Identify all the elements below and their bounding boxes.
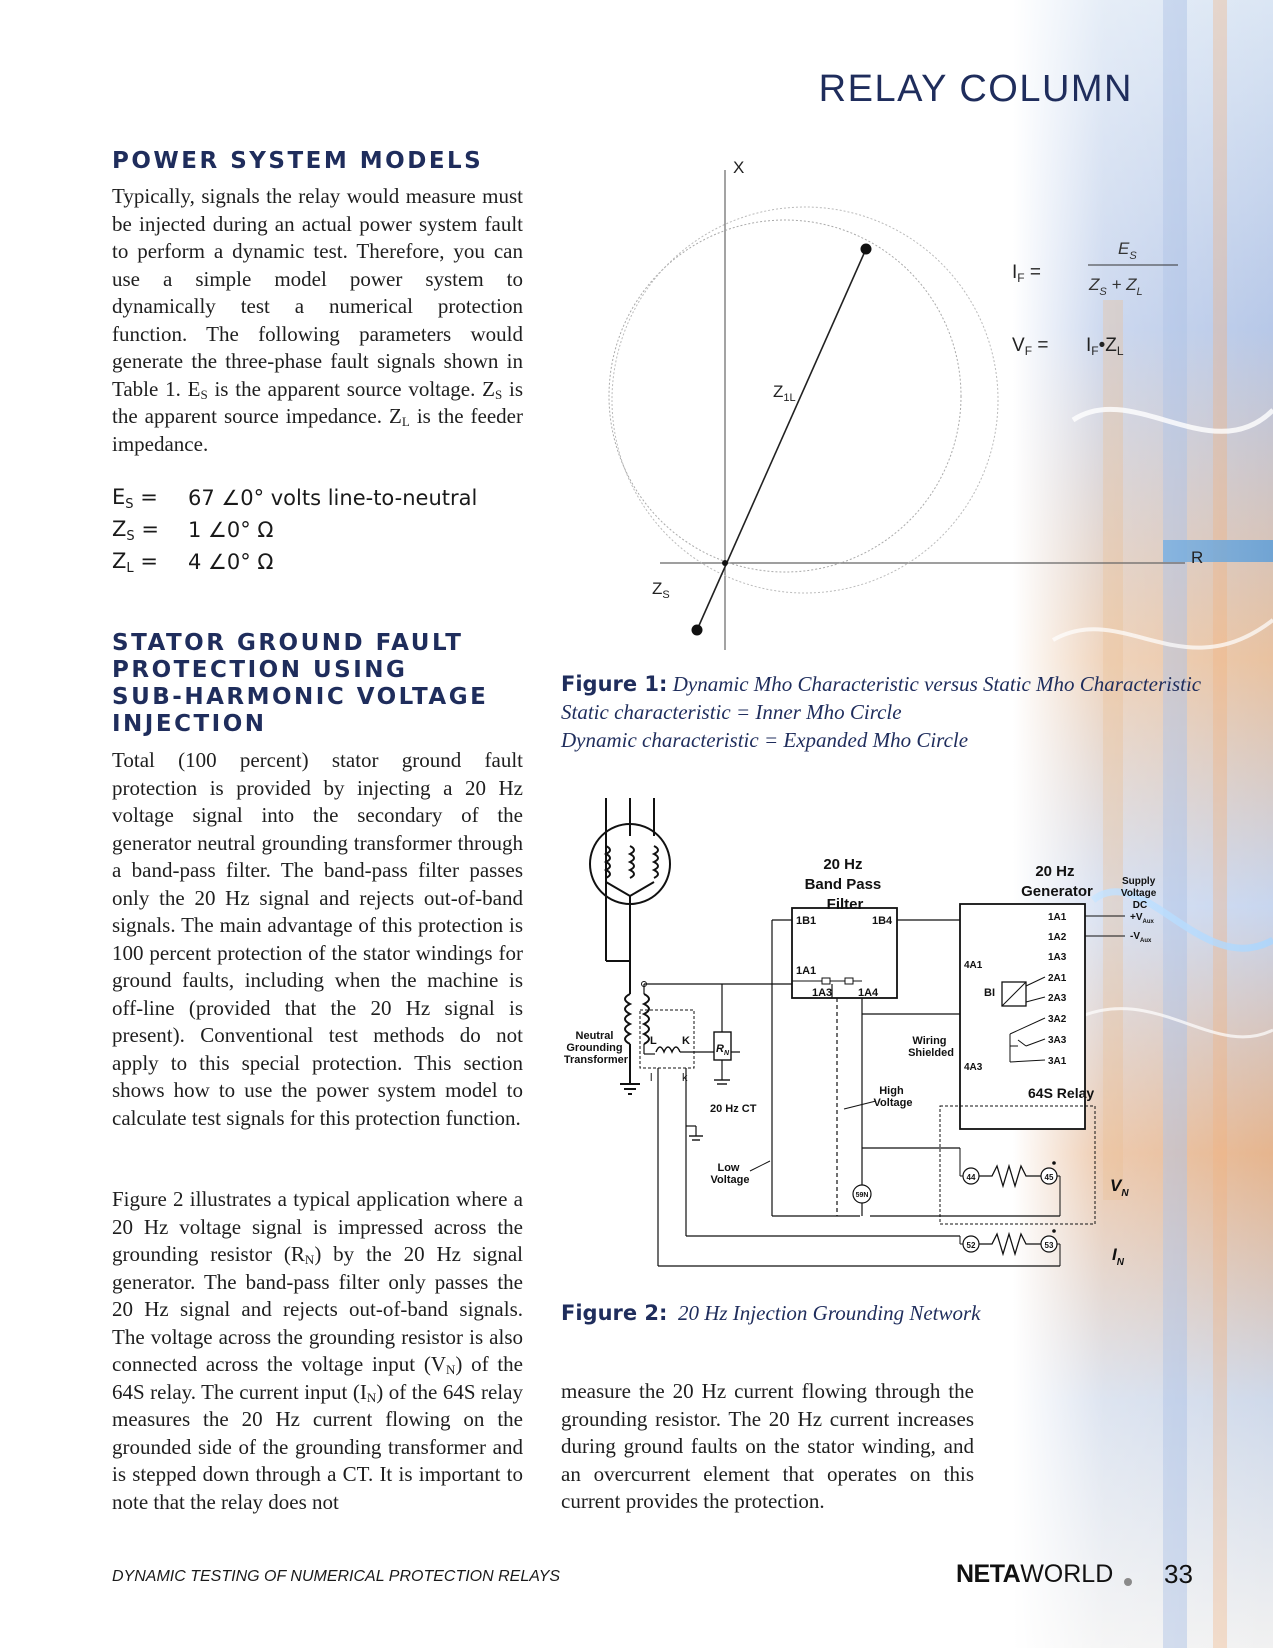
- low-voltage-label: Low Voltage: [710, 1162, 750, 1186]
- vf-label: $V_F$ =: [1012, 335, 1049, 358]
- bpf-term-1b4: 1B4: [872, 915, 893, 927]
- transformer-secondary: [644, 994, 649, 1044]
- gen-term-3a2: 3A2: [1048, 1014, 1067, 1025]
- gen-term-4a1: 4A1: [964, 960, 983, 971]
- zl-endpoint: [861, 244, 872, 255]
- bpf-term-1a4: 1A4: [858, 987, 879, 999]
- gen-term-1a3: 1A3: [1048, 952, 1067, 963]
- bpf-term-1a1: 1A1: [796, 965, 817, 977]
- ct-label: 20 Hz CT: [710, 1103, 757, 1115]
- relay-term-53: 53: [1044, 1241, 1054, 1250]
- binary-input-label: BI: [984, 987, 995, 999]
- node-59n-label: 59N: [855, 1192, 869, 1199]
- zs-endpoint: [692, 625, 703, 636]
- if-label: $I_F$ =: [1012, 262, 1042, 285]
- if-denominator: $Z_S + Z_L$: [1089, 275, 1143, 298]
- static-mho-circle: [612, 207, 998, 593]
- paragraph-stator-protection: Total (100 percent) stator ground fault protection is provided by injecting a 20 Hz voltage signal into the secondary of the generator neutral grounding transformer through a band-pass filter. The band-pass filter passes only the 20 Hz signal and rejects out-of-band signals. The main advantage of this protection is 100 percent protection of the stator windings for ground faults, including when the machine is off-line (provided that the 20 Hz signal is present). Conventional test methods do not apply to this special protection. This section shows how to use the power system model to calculate test signals for this protection function.: [112, 748, 523, 1130]
- relay-term-45: 45: [1044, 1173, 1054, 1182]
- if-numerator: $E_S$: [1118, 239, 1137, 262]
- transformer-primary: [625, 994, 630, 1044]
- gen-term-3a1: 3A1: [1048, 1056, 1067, 1067]
- param-es: $E_S$ = 67 ∠0° volts line-to-neutral: [112, 484, 478, 512]
- axis-r-label: R: [1191, 548, 1204, 567]
- supply-voltage-label: Supply Voltage DC: [1120, 876, 1157, 911]
- ct-upper-l: L: [650, 1035, 657, 1047]
- figure1-mho-diagram: [540, 150, 1210, 650]
- figure2-grounding-network: [560, 796, 1160, 1296]
- page-number: 33: [1164, 1559, 1193, 1589]
- bpf-term-1a3: 1A3: [812, 987, 833, 999]
- ct-upper-k: K: [682, 1035, 690, 1047]
- section-title: RELAY COLUMN: [818, 68, 1133, 110]
- gen-term-3a3: 3A3: [1048, 1035, 1067, 1046]
- relay-term-52: 52: [966, 1241, 976, 1250]
- footer-separator-dot: [1124, 1578, 1132, 1586]
- high-voltage-label: High Voltage: [873, 1085, 913, 1109]
- z1l-label: $Z_{1L}$: [773, 382, 796, 404]
- heading-power-system-models: POWER SYSTEM MODELS: [112, 148, 484, 174]
- rn-label: $R_N$: [716, 1043, 730, 1057]
- ct-lower-l: l: [650, 1072, 653, 1084]
- zs-label: $Z_S$: [652, 579, 670, 601]
- relay-term-44: 44: [966, 1173, 976, 1182]
- paragraph-figure2-description: Figure 2 illustrates a typical application where a 20 Hz voltage signal is impressed across the grounding resistor $(R_N)$ by the 20 Hz signal generator. The band-pass filter only passes the 20 Hz signal and rejects out-of-band signals. The voltage across the grounding resistor is also connected across the voltage input $(V_N)$ of the 64S relay. The current input $(I_N)$ of the 64S relay measures the 20 Hz current flowing on the grounded side of the grounding transformer and is stepped down through a CT. It is important to note that the relay does not: [112, 1187, 524, 1514]
- gen-term-1a2: 1A2: [1048, 932, 1067, 943]
- impedance-line: [697, 249, 866, 630]
- vaux-negative: $-V_{Aux}$: [1130, 931, 1152, 944]
- footer-brand: NETAWORLD: [956, 1560, 1114, 1588]
- param-zl: $Z_L$ = 4 ∠0° Ω: [112, 548, 274, 576]
- ct-lower-k: k: [682, 1072, 688, 1084]
- in-label: $I_N$: [1112, 1245, 1124, 1268]
- gen-term-4a3: 4A3: [964, 1062, 983, 1073]
- relay-title: 64S Relay: [1028, 1085, 1095, 1101]
- neutral-transformer-label: Neutral Grounding Transformer: [563, 1030, 629, 1066]
- wiring-shielded-label: Wiring Shielded: [908, 1035, 954, 1059]
- origin-point: [722, 560, 728, 566]
- gen-term-1a1: 1A1: [1048, 912, 1067, 923]
- vn-label: $V_N$: [1110, 1176, 1129, 1199]
- gen-term-2a3: 2A3: [1048, 993, 1067, 1004]
- gen-term-2a1: 2A1: [1048, 973, 1067, 984]
- heading-stator-ground-fault: STATOR GROUND FAULT PROTECTION USING SUB-HARMONIC VOLTAGE INJECTION: [112, 630, 489, 737]
- footer-article-title: DYNAMIC TESTING OF NUMERICAL PROTECTION RELAYS: [112, 1568, 561, 1585]
- paragraph-power-system-models: Typically, signals the relay would measure must be injected during an actual power system fault to perform a dynamic test. Therefore, you can use a simple model power system to dynamically test a numerical protection function. The following parameters would generate the three-phase fault signals shown in Table 1. $E_S$ is the apparent source voltage. $Z_S$ is the apparent source impedance. $Z_L$ is the feeder impedance.: [112, 184, 523, 456]
- signal-generator-label: 20 Hz Generator: [1021, 863, 1093, 900]
- bpf-term-1b1: 1B1: [796, 915, 817, 927]
- paragraph-continued: measure the 20 Hz current flowing through the grounding resistor. The 20 Hz current increases during ground faults on the stator winding, and an overcurrent element that operates on this current provides the protection.: [561, 1379, 974, 1513]
- axis-x-label: X: [733, 158, 745, 177]
- parameter-list: [112, 482, 477, 578]
- figure1-caption: Figure 1: Dynamic Mho Characteristic versus Static Mho Characteristic Static characteristic = Inner Mho Circle Dynamic characteristic = Expanded Mho Circle: [561, 672, 1202, 752]
- vaux-positive: $+V_{Aux}$: [1130, 912, 1154, 925]
- figure2-caption: Figure 2: 20 Hz Injection Grounding Network: [561, 1301, 981, 1325]
- param-zs: $Z_S$ = 1 ∠0° Ω: [112, 516, 274, 544]
- vf-rhs: $I_F•Z_L$: [1086, 335, 1124, 358]
- band-pass-filter-label: 20 Hz Band Pass Filter: [804, 856, 882, 913]
